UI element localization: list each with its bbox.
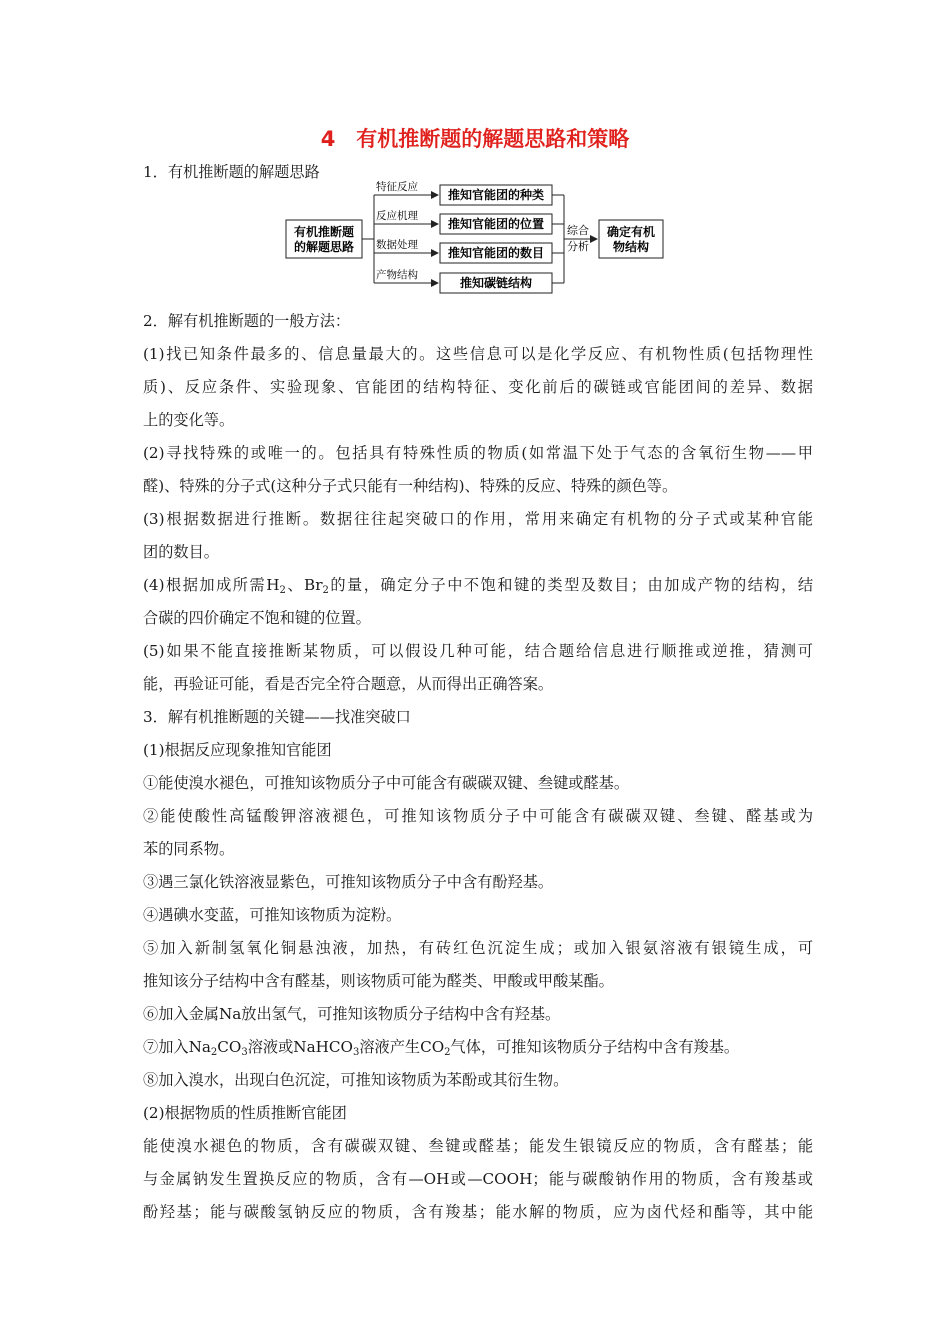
- method-1-line-3: 上的变化等。: [143, 411, 235, 429]
- clue-7: ⑦加入$Na_2CO_3$溶液或NaHCO$_3$溶液产生$CO_2$气体，可推知该物质分子结构中含有羧基。: [143, 1038, 740, 1058]
- end-box-line-2: 物结构: [612, 240, 650, 254]
- end-box-line-1: 确定有机: [606, 225, 656, 239]
- start-box-line-2: 的解题思路: [293, 240, 355, 254]
- merge-label-2: 分析: [567, 240, 589, 253]
- clue-2-line-1: ②能使酸性高锰酸钾溶液褪色，可推知该物质分子中可能含有碳碳双键、叁键、醛基或为: [143, 807, 813, 825]
- branch-label-4: 产物结构: [376, 269, 418, 281]
- clue-4: ④遇碘水变蓝，可推知该物质为淀粉。: [143, 906, 402, 924]
- property-paragraph-line-3: 酚羟基；能与碳酸氢钠反应的物质，含有羧基；能水解的物质，应为卤代烃和酯等，其中能: [143, 1203, 813, 1221]
- clue-3: ③遇三氯化铁溶液显紫色，可推知该物质分子中含有酚羟基。: [143, 873, 554, 891]
- method-3-line-1: (3)根据数据进行推断。数据往往起突破口的作用，常用来确定有机物的分子式或某种官能: [143, 510, 813, 528]
- section-3-heading: 3．解有机推断题的关键——找准突破口: [143, 708, 411, 726]
- section-2-heading: 2．解有机推断题的一般方法：: [143, 312, 351, 330]
- branch-box-3-text: 推知官能团的数目: [447, 246, 545, 260]
- method-4-line-2: 合碳的四价确定不饱和键的位置。: [143, 609, 371, 627]
- method-2-line-2: 醛)、特殊的分子式(这种分子式只能有一种结构)、特殊的反应、特殊的颜色等。: [143, 477, 678, 495]
- clue-5-line-1: ⑤加入新制氢氧化铜悬浊液，加热，有砖红色沉淀生成；或加入银氨溶液有银镜生成，可: [143, 939, 813, 957]
- method-2-line-1: (2)寻找特殊的或唯一的。包括具有特殊性质的物质(如常温下处于气态的含氧衍生物——甲: [143, 444, 813, 462]
- solving-flow-diagram: [280, 178, 670, 298]
- subsection-2-heading: (2)根据物质的性质推断官能团: [143, 1104, 347, 1122]
- section-1-heading: 1．有机推断题的解题思路: [143, 163, 320, 181]
- method-1-line-1: (1)找已知条件最多的、信息量最大的。这些信息可以是化学反应、有机物性质(包括物理性: [143, 345, 813, 363]
- property-paragraph-line-1: 能使溴水褪色的物质，含有碳碳双键、叁键或醛基；能发生银镜反应的物质，含有醛基；能: [143, 1137, 813, 1155]
- method-3-line-2: 团的数目。: [143, 543, 219, 561]
- clue-2-line-2: 苯的同系物。: [143, 840, 235, 858]
- property-paragraph-line-2: 与金属钠发生置换反应的物质，含有—OH或—COOH；能与碳酸钠作用的物质，含有羧基或: [143, 1170, 813, 1188]
- branch-box-2-text: 推知官能团的位置: [447, 217, 545, 231]
- branch-label-3: 数据处理: [376, 239, 418, 251]
- branch-box-4-text: 推知碳链结构: [459, 276, 533, 290]
- clue-6: ⑥加入金属Na放出氢气，可推知该物质分子结构中含有羟基。: [143, 1005, 561, 1023]
- clue-1: ①能使溴水褪色，可推知该物质分子中可能含有碳碳双键、叁键或醛基。: [143, 774, 629, 792]
- method-5-line-2: 能，再验证可能，看是否完全符合题意，从而得出正确答案。: [143, 675, 554, 693]
- method-5-line-1: (5)如果不能直接推断某物质，可以假设几种可能，结合题给信息进行顺推或逆推，猜测可: [143, 642, 813, 660]
- clue-5-line-2: 推知该分子结构中含有醛基，则该物质可能为醛类、甲酸或甲酸某酯。: [143, 972, 614, 990]
- clue-8: ⑧加入溴水，出现白色沉淀，可推知该物质为苯酚或其衍生物。: [143, 1071, 569, 1089]
- method-1-line-2: 质)、反应条件、实验现象、官能团的结构特征、变化前后的碳链或官能团间的差异、数据: [143, 378, 813, 396]
- merge-label-1: 综合: [567, 224, 589, 237]
- branch-box-1-text: 推知官能团的种类: [447, 188, 545, 202]
- page-title: 4 有机推断题的解题思路和策略: [320, 127, 630, 151]
- branch-label-2: 反应机理: [376, 210, 418, 222]
- start-box-line-1: 有机推断题: [293, 225, 355, 239]
- branch-label-1: 特征反应: [376, 181, 418, 193]
- subsection-1-heading: (1)根据反应现象推知官能团: [143, 741, 332, 759]
- method-4-line-1: (4)根据加成所需$H_2$、$Br_2$的量，确定分子中不饱和键的类型及数目；由加成产物的结构，结: [143, 576, 814, 596]
